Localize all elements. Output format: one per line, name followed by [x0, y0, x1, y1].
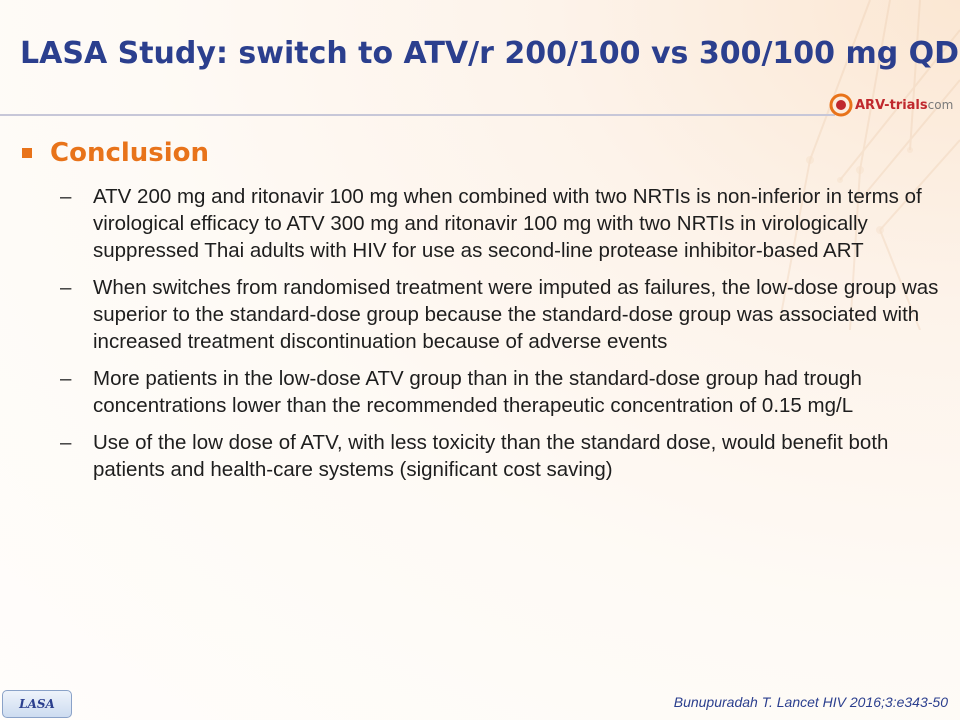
dash-marker: –: [60, 276, 72, 299]
badge-label: LASA: [19, 697, 55, 711]
arv-trials-logo: [829, 92, 959, 118]
list-item: [60, 365, 940, 419]
list-item: [60, 429, 940, 483]
list-item: [60, 183, 940, 264]
study-badge: [2, 690, 72, 718]
section-title: Conclusion: [50, 138, 210, 168]
conclusion-list: [60, 183, 940, 493]
bullet-text: When switches from randomised treatment were imputed as failures, the low-dose group was superior to the standard-dose group because the standard-dose group was associated with increased treatment discontinuation because of adverse events: [93, 276, 939, 353]
list-item: [60, 274, 940, 355]
square-bullet-icon: [22, 148, 32, 158]
section-heading: [22, 138, 209, 168]
bullet-text: Use of the low dose of ATV, with less toxicity than the standard dose, would benefit both patients and health-care systems (significant cost saving): [93, 431, 889, 481]
citation: Bunupuradah T. Lancet HIV 2016;3:e343-50: [673, 694, 948, 710]
bullet-text: More patients in the low-dose ATV group than in the standard-dose group had trough concentrations lower than the recommended therapeutic concentration of 0.15 mg/L: [93, 367, 862, 417]
bullet-text: ATV 200 mg and ritonavir 100 mg when combined with two NRTIs is non-inferior in terms of virological efficacy to ATV 300 mg and ritonavir 100 mg with two NRTIs in virologically suppressed Thai adults with HIV for use as second-line protease inhibitor-based ART: [93, 185, 922, 262]
dash-marker: –: [60, 367, 72, 390]
logo-main: ARV-trials: [855, 97, 928, 113]
slide-title: LASA Study: switch to ATV/r 200/100 vs 300/100 mg QD: [20, 36, 960, 71]
dash-marker: –: [60, 431, 72, 454]
logo-text: [855, 98, 953, 113]
logo-mark-icon: [829, 93, 853, 117]
dash-marker: –: [60, 185, 72, 208]
title-divider: [0, 114, 835, 116]
logo-suffix: com: [927, 97, 954, 112]
